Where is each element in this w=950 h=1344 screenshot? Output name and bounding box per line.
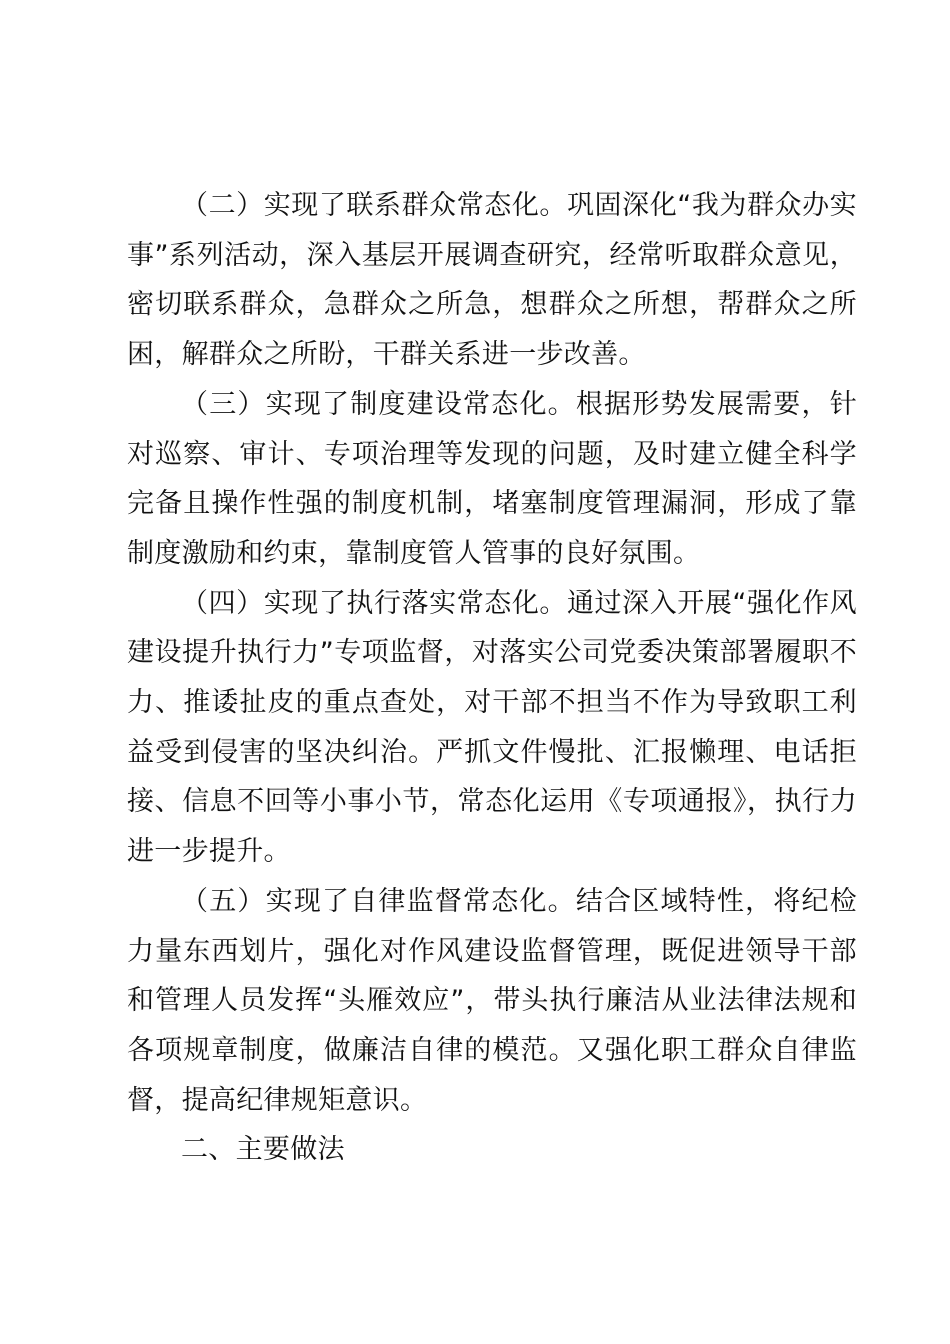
document-body [127, 181, 857, 1175]
section-heading-main-practices: 二、主要做法 [181, 1134, 345, 1166]
paragraph-contact-masses: （二）实现了联系群众常态化。巩固深化“我为群众办实事”系列活动，深入基层开展调查研究，经常听取群众意见，密切联系群众，急群众之所急，想群众之所想，帮群众之所困，解群众之所盼，干群关系进一步改善。 [127, 190, 857, 371]
paragraph-execution: （四）实现了执行落实常态化。通过深入开展“强化作风建设提升执行力”专项监督，对落实公司党委决策部署履职不力、推诿扯皮的重点查处，对干部不担当不作为导致职工利益受到侵害的坚决纠治。严抓文件慢批、汇报懒理、电话拒接、信息不回等小事小节，常态化运用《专项通报》，执行力进一步提升。 [127, 587, 857, 868]
paragraph-self-discipline: （五）实现了自律监督常态化。结合区域特性，将纪检力量东西划片，强化对作风建设监督管理，既促进领导干部和管理人员发挥“头雁效应”，带头执行廉洁从业法律法规和各项规章制度，做廉洁自律的模范。又强化职工群众自律监督，提高纪律规矩意识。 [127, 885, 857, 1116]
paragraph-system-building: （三）实现了制度建设常态化。根据形势发展需要，针对巡察、审计、专项治理等发现的问题，及时建立健全科学完备且操作性强的制度机制，堵塞制度管理漏洞，形成了靠制度激励和约束，靠制度管人管事的良好氛围。 [127, 388, 857, 569]
